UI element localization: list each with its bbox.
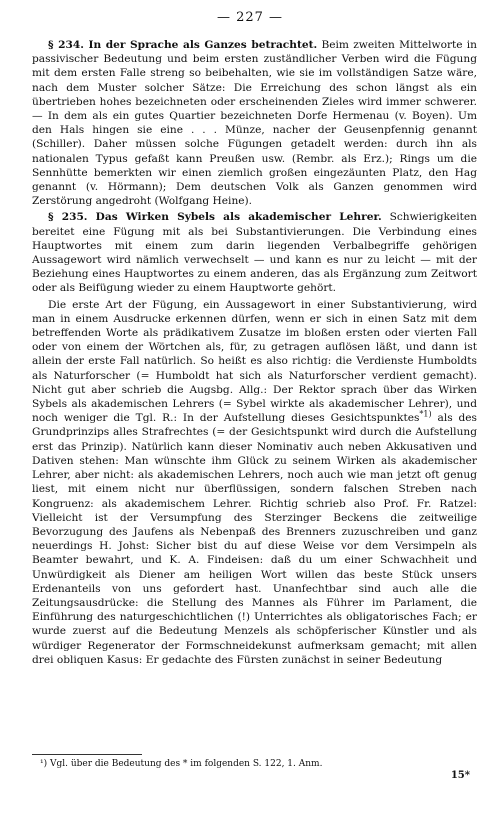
paragraph-3-text: Die erste Art der Fügung, ein Aussagewort in einer Substantivierung, wird man in einem Ausdrucke erkennen dürfen, wenn er sich in einen Satz mit dem betreffenden Worte als prädikativem Zusatze im bloßen ersten oder vierten Fall oder von einem der Wörtchen als, für, zu getragen auflösen läßt, und dann ist allein der erste Fall natürlich. So heißt es also richtig: die Verdienste Humboldts als Naturforscher (= Humboldt hat sich als Naturforscher verdient gemacht). Nicht gut aber schrieb die Augsbg. Allg.: Der Rektor sprach über das Wirken Sybels als akademischen Lehrers (= Sybel wirkte als akademischer Lehrer), und noch weniger die Tgl. R.: In der Aufstellung dieses Gesichtspunktes <box>32 298 477 425</box>
page-body <box>32 38 477 667</box>
paragraph-3 <box>32 298 477 667</box>
paragraph-3b-text: als des Grundprinzips alles Strafrechtes (= der Gesichtspunkt wird durch die Aufstellung erst das Prinzip). Natürlich kann dieser Nominativ auch neben Akkusativen und Dativen stehen: Man wünschte ihm Glück zu seinem Wirken als akademischer Lehrer, aber nicht: als akademischen Lehrers, noch auch wie man jetzt oft genug liest, mit einem nicht nur überflüssigen, sondern falschen Streben nach Kongruenz: als akademischem Lehrer. Richtig schrieb also Prof. Fr. Ratzel: Vielleicht ist der Versumpfung des Sterzinger Beckens die zeitweilige Bevorzugung des Jaufens als Nebenpaß des Brenners zuzuschreiben und ganz neuerdings H. Johst: Sicher bist du auf diese Weise vor dem Versimpeln als Beamter bewahrt, und K. A. Findeisen: daß du um einer Schwachheit und Unwürdigkeit als Diener am heiligen Wort willen das beste Stück unsers Erdenanteils von uns gefordert hast. Unanfechtbar sind auch alle die Zeitungsausdrücke: die Stellung des Mannes als Führer im Parlament, die Einführung des naturgeschichtlichen (!) Unterrichtes als obligatorisches Fach; er wurde zuerst auf die Bedeutung Menzels als schöpferischer Künstler und als würdiger Regenerator der Formschneidekunst aufmerksam gemacht; mit allen drei obliquen Kasus: Er gedachte des Fürsten zunächst in seiner Bedeutung <box>32 412 477 666</box>
footnote-divider <box>32 754 142 755</box>
section-234-title: § 234. In der Sprache als Ganzes betrachtet. <box>48 39 318 51</box>
paragraph-235 <box>32 210 477 295</box>
footnote: ¹) Vgl. über die Bedeutung des * im folgenden S. 122, 1. Anm. <box>40 759 323 769</box>
section-235-text: Schwierigkeiten bereitet eine Fügung mit als bei Substantivierungen. Die Verbindung eines Hauptwortes mit einem zum darin liegenden Verbalbegriffe gehörigen Aussagewort wird nämlich verwechselt — und kann es nur zu leicht — mit der Beziehung eines Hauptwortes zu einem anderen, das als Ergänzung zum Zeitwort oder als Beifügung wieder zu einem Hauptworte gehört. <box>32 211 477 295</box>
signature-mark: 15* <box>450 770 470 781</box>
section-235-title: § 235. Das Wirken Sybels als akademischer Lehrer. <box>48 211 382 224</box>
footnote-marker: *1) <box>419 409 432 419</box>
page-number: — 227 — <box>216 10 284 25</box>
paragraph-234 <box>32 38 477 208</box>
section-234-text: Beim zweiten Mittelworte in passivischer Bedeutung und beim ersten zuständlicher Verben wird die Fügung mit dem ersten Falle streng so beibehalten, wie sie im vollständigen Satze wäre, nach dem Muster solcher Sätze: Die Erreichung des schon längst als ein übertrieben hohes bezeichneten oder erscheinenden Zieles wird immer schwerer. — In dem als ein gutes Quartier bezeichneten Dorfe Hermenau (v. Boyen). Um den Hals hingen sie eine . . . Münze, nacher der Geusenpfennig genannt (Schiller). Daher müssen solche Fügungen getadelt werden: durch ihn als nationalen Typus gefaßt kann Preußen usw. (Rembr. als Erz.); Rings um die Sennhütte bemerkten wir einen ziemlich großen eingezäunten Platz, den Hag genannt (v. Hörmann); Dem deutschen Volk als Ganzen genommen wird Zerstörung angedroht (Wolfgang Heine). <box>32 39 478 208</box>
